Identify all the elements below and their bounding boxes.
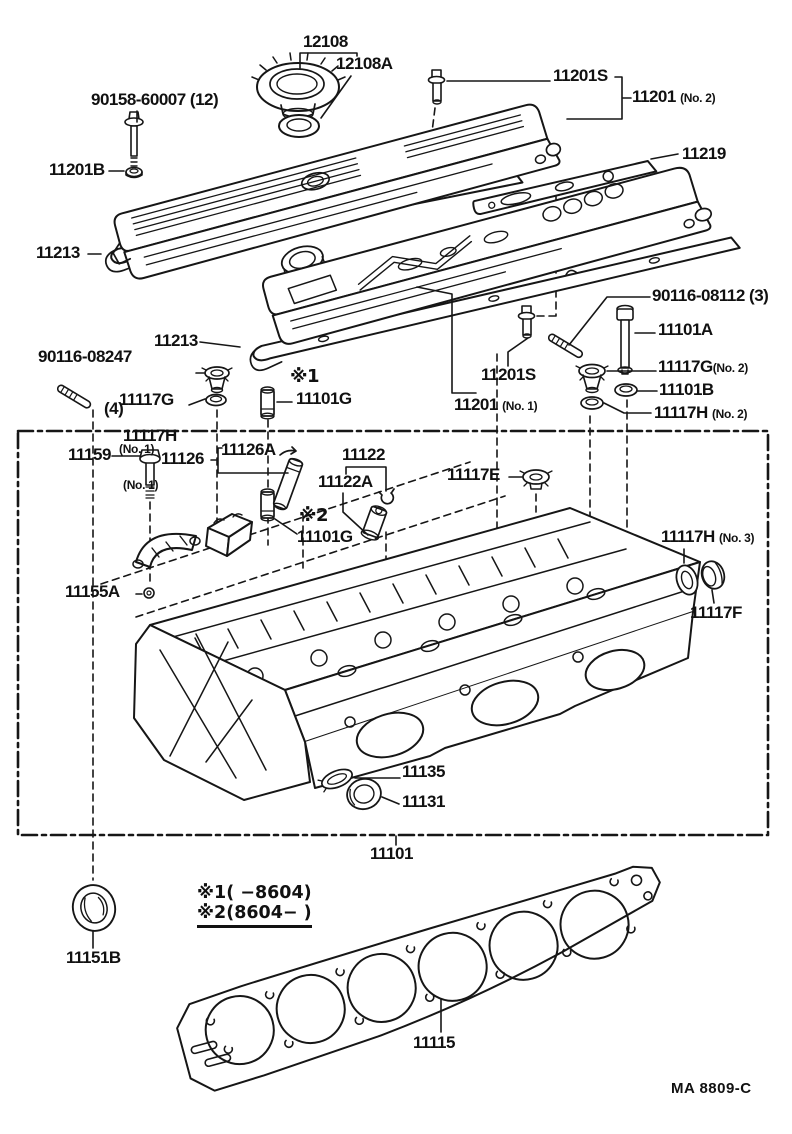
page-code: MA 8809-C — [671, 1080, 752, 1097]
label-11117g-no2: 11117G(No. 2) — [658, 357, 748, 376]
seal-11117g-no2-drawing — [576, 365, 608, 393]
ref-mark-1-label: ※1 — [290, 366, 320, 387]
label-11117e: 11117E — [447, 465, 500, 484]
label-11201-no1: 11201 (No. 1) — [454, 395, 538, 414]
cap-11117e-drawing — [520, 470, 552, 489]
stud-90116-08112-drawing — [547, 333, 583, 359]
plug-11117f-drawing — [698, 558, 728, 591]
label-11122: 11122 — [342, 445, 385, 464]
label-11219: 11219 — [682, 144, 726, 163]
label-11117h-no3: 11117H (No. 3) — [661, 527, 755, 546]
label-11135: 11135 — [402, 762, 445, 781]
cover-bolt-drawing — [125, 112, 143, 175]
applicability-note — [197, 884, 312, 928]
filler-cap-gasket-drawing — [279, 115, 319, 137]
label-11117g-no1: 11117G (No. 1) — [119, 389, 174, 457]
spring-retainer-drawing — [360, 504, 389, 542]
valve-guide-star2-drawing — [261, 489, 274, 521]
label-11201-no2: 11201 (No. 2) — [632, 87, 716, 106]
valve-guide-star1-drawing — [261, 387, 274, 419]
ref-mark-2-label: ※2 — [299, 505, 329, 526]
label-11101g-1: 11101G — [296, 389, 352, 408]
label-11201s-mid: 11201S — [481, 365, 536, 384]
label-11101g-2: 11101G — [297, 527, 353, 546]
label-11117h-no2: 11117H (No. 2) — [654, 403, 748, 422]
oil-filler-cap-drawing — [252, 53, 345, 120]
label-90116-08112: 90116-08112 (3) — [652, 286, 769, 305]
label-90158-60007: 90158-60007 (12) — [91, 90, 219, 109]
ring-11117h-no2-drawing — [581, 397, 603, 409]
label-11213-left: 11213 — [36, 243, 80, 262]
label-11213-mid: 11213 — [154, 331, 198, 350]
cover-seal-washer-drawing — [126, 168, 142, 178]
label-11201s-top: 11201S — [553, 66, 608, 85]
label-11115: 11115 — [413, 1033, 455, 1052]
label-11122a: 11122A — [318, 472, 373, 491]
label-11155a: 11155A — [65, 582, 120, 601]
label-12108a: 12108A — [336, 54, 393, 73]
cover-stud-bolt-mid-drawing — [519, 306, 535, 338]
label-11126a: 11126A — [221, 440, 276, 459]
label-11101a: 11101A — [658, 320, 713, 339]
label-11201b: 11201B — [49, 160, 105, 179]
washer-11101b-drawing — [615, 384, 637, 396]
label-11159: 11159 — [68, 445, 111, 464]
label-90116-08247: 90116-08247 (4) — [38, 346, 132, 419]
label-11101b: 11101B — [659, 380, 714, 399]
seal-11117g-no1-drawing — [202, 367, 232, 393]
label-11151b: 11151B — [66, 948, 121, 967]
label-11131: 11131 — [402, 792, 445, 811]
label-11117f: 11117F — [690, 603, 742, 622]
seal-11151b-drawing — [68, 880, 120, 935]
note-line-2: ※2(8604− ) — [197, 902, 312, 923]
direction-arrow-11126a — [280, 447, 296, 455]
label-11101: 11101 — [370, 844, 413, 863]
valve-guide-11126a-drawing — [272, 457, 303, 511]
ring-11117h-no1-drawing — [206, 395, 226, 406]
cover-stud-bolt-top-drawing — [429, 70, 445, 104]
label-11126: 11126 — [161, 449, 204, 468]
label-12108: 12108 — [303, 32, 348, 51]
note-line-1: ※1( −8604) — [197, 883, 312, 903]
head-bolt-drawing — [617, 306, 633, 375]
label-11117h-no1: 11117H (No. 1) — [123, 425, 177, 493]
